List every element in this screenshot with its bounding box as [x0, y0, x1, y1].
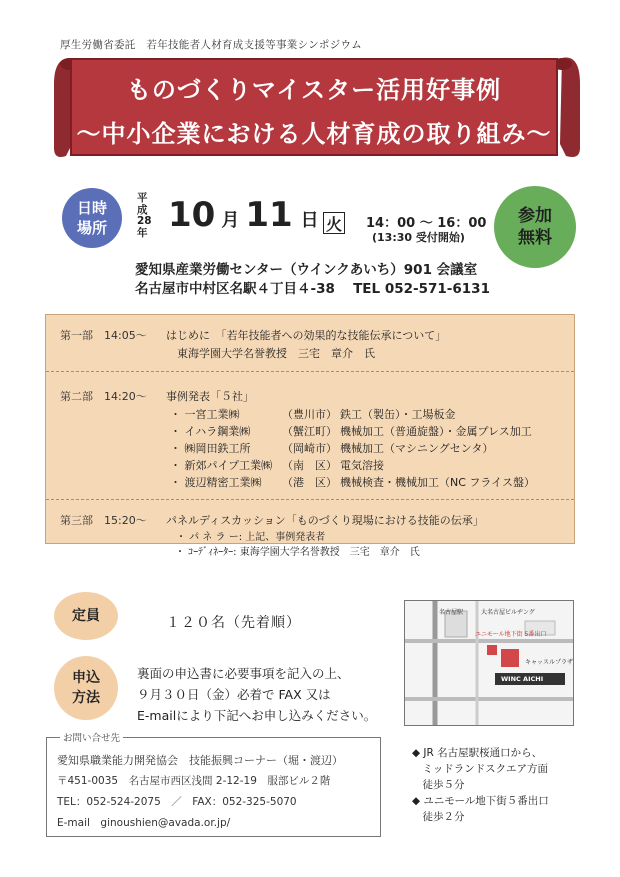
- access-line-2: ミッドランドスクエア方面: [412, 763, 548, 775]
- contact-address: 〒451-0035 名古屋市西区浅間 2-12-19 服部ビル２階: [57, 775, 331, 787]
- day: 11: [245, 195, 293, 235]
- contact-phone-fax: TEL：052-524-2075 ／ FAX：052-325-5070: [57, 796, 297, 808]
- map-label-castle: キャッスルプラザ: [525, 659, 574, 666]
- company-3-field: 機械加工（マシニングセンタ）: [340, 442, 494, 455]
- divider: [46, 499, 574, 500]
- event-time: 14：00 ～ 16：00: [366, 216, 487, 231]
- month-unit: 月: [221, 210, 240, 231]
- access-line-1: ◆ JR 名古屋駅桜通口から、: [412, 747, 543, 759]
- capacity-text: １２０名（先着順）: [166, 615, 301, 631]
- venue: 愛知県産業労働センター（ウインクあいち）901 会議室: [135, 262, 478, 278]
- main-title: ものづくりマイスター活用好事例: [126, 76, 502, 104]
- application-line-3: E-mailにより下記へお申し込みください。: [137, 708, 377, 723]
- contact-tag: お問い合せ先: [60, 730, 123, 744]
- month: 10: [168, 195, 216, 235]
- free-admission-badge: [494, 186, 576, 268]
- venue-address: 名古屋市中村区名駅４丁目４-38 TEL 052-571-6131: [135, 281, 490, 297]
- company-2-name: ・ イハラ鋼業㈱: [170, 425, 251, 438]
- application-text: [137, 663, 376, 726]
- datetime-place-badge: [62, 188, 122, 248]
- access-line-5: 徒歩２分: [412, 811, 465, 823]
- company-1-city: （豊川市）: [282, 408, 337, 421]
- map-label-unimall: ユニモール地下街 5番出口: [475, 631, 547, 638]
- company-3-name: ・ ㈱岡田鉄工所: [170, 442, 251, 455]
- reception-time: (13:30 受付開始): [372, 231, 465, 244]
- part1-line1: はじめに 「若年技能者への効果的な技能伝承について」: [166, 329, 447, 342]
- company-1-field: 鉄工（製缶）・工場板金: [340, 408, 456, 421]
- application-label-2: 方法: [72, 690, 100, 706]
- part3-line1: パネルディスカッション「ものづくり現場における技能の伝承」: [166, 514, 484, 527]
- part1-label: 第一部 14:05～: [60, 329, 147, 342]
- fee-label-1: 参加: [518, 206, 552, 226]
- capacity-label: 定員: [72, 608, 100, 624]
- company-5-name: ・ 渡辺精密工業㈱: [170, 476, 262, 489]
- company-1-name: ・ 一宮工業㈱: [170, 408, 240, 421]
- organizer-line: 厚生労働省委託 若年技能者人材育成支援等事業シンポジウム: [60, 39, 363, 51]
- capacity-badge: [54, 592, 118, 640]
- part3-line2: ・ パ ネ ラ ー: 上記、事例発表者: [166, 532, 326, 543]
- application-badge: [54, 656, 118, 720]
- divider: [46, 371, 574, 372]
- access-map: [404, 600, 574, 726]
- application-line-2: ９月３０日（金）必着で FAX 又は: [137, 687, 331, 702]
- application-line-1: 裏面の申込書に必要事項を記入の上、: [137, 666, 350, 681]
- part1-line2: 東海学園大学名誉教授 三宅 章介 氏: [166, 347, 375, 360]
- company-4-city: （南 区）: [282, 459, 337, 472]
- map-label-station: 名古屋駅: [439, 609, 464, 616]
- company-5-field: 機械検査・機械加工（NC フライス盤）: [340, 476, 535, 489]
- day-unit: 日: [300, 210, 319, 231]
- contact-email[interactable]: E-mail ginoushien@avada.or.jp/: [57, 817, 231, 829]
- company-5-city: （港 区）: [282, 476, 337, 489]
- contact-org: 愛知県職業能力開発協会 技能振興コーナー（堀・渡辺）: [57, 754, 343, 767]
- application-label-1: 申込: [72, 670, 100, 686]
- access-directions: [412, 745, 549, 825]
- weekday: 火: [323, 212, 345, 234]
- sub-title: ～中小企業における人材育成の取り組み～: [76, 120, 552, 148]
- company-4-name: ・ 新郊パイプ工業㈱: [170, 459, 273, 472]
- company-3-city: （岡崎市）: [282, 442, 337, 455]
- part3-line3: ・ ｺｰﾃﾞｨﾈｰﾀｰ: 東海学園大学名誉教授 三宅 章介 氏: [165, 547, 420, 558]
- contact-box: [46, 737, 381, 837]
- place-label: 場所: [76, 219, 107, 237]
- company-4-field: 電気溶接: [340, 459, 384, 472]
- program-box: [45, 314, 575, 544]
- era-label: 平成28年: [137, 192, 152, 239]
- part3-label: 第三部 15:20～: [60, 514, 147, 527]
- map-label-building: 大名古屋ビルヂング: [481, 609, 535, 616]
- part2-heading: 事例発表「５社」: [166, 390, 254, 403]
- company-2-city: （蟹江町）: [282, 425, 337, 438]
- access-line-3: 徒歩５分: [412, 779, 465, 791]
- part2-label: 第二部 14:20～: [60, 390, 147, 403]
- title-banner: [70, 58, 558, 156]
- access-line-4: ◆ ユニモール地下街５番出口: [412, 795, 549, 807]
- event-date: [168, 195, 319, 235]
- datetime-label: 日時: [76, 199, 107, 217]
- fee-label-2: 無料: [518, 228, 552, 248]
- map-label-winc: WINC AICHI: [501, 675, 544, 683]
- company-2-field: 機械加工（普通旋盤）・金属プレス加工: [340, 425, 532, 438]
